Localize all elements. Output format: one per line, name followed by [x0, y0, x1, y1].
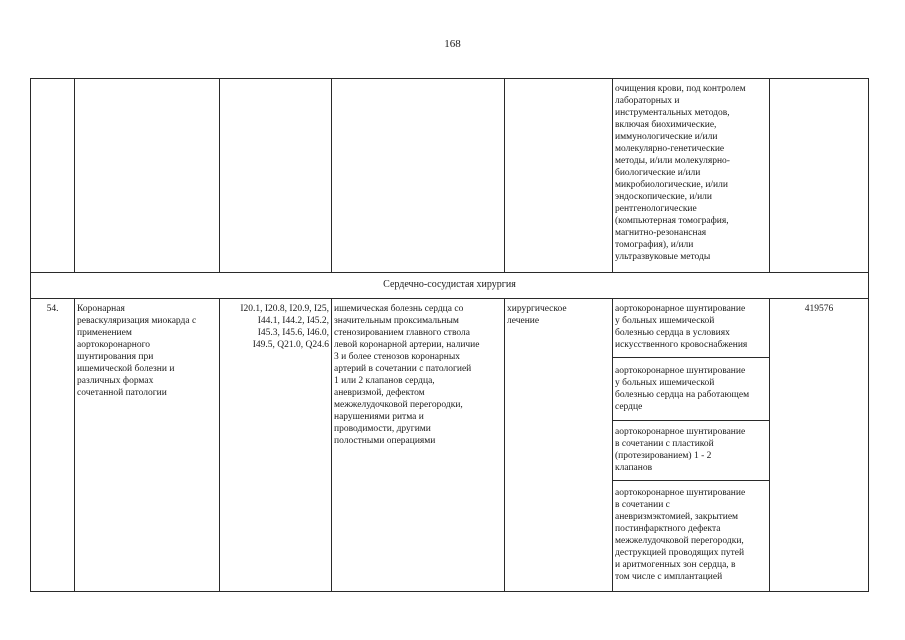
- rule-method-3: [612, 480, 769, 481]
- method-2: аортокоронарное шунтирование у больных ишемической болезнью сердца на работающем сердце: [615, 366, 750, 412]
- rule-method-2: [612, 420, 769, 421]
- method-4: аортокоронарное шунтирование в сочетании с аневризмэктомией, закрытием постинфарктного дефекта межжелудочковой перегородки, деструкцией проводящих путей и аритмогенных зон сердца, в том числе с имплантацией: [615, 488, 746, 582]
- procedure-name: Коронарная реваскуляризация миокарда с применением аортокоронарного шунтирования при ишемической болезни и различных формах сочетанной патологии: [77, 304, 197, 398]
- rule-method-1: [612, 357, 769, 358]
- cost-value: 419576: [804, 304, 834, 314]
- rule-col-7-bottom: [868, 298, 869, 592]
- treatment-type: хирургическое лечение: [507, 304, 567, 326]
- rule-section-top: [30, 272, 869, 273]
- rule-col-3-top: [331, 78, 332, 273]
- row-number: 54.: [46, 304, 59, 314]
- page-number: 168: [444, 38, 461, 50]
- rule-col-4-top: [504, 78, 505, 273]
- rule-col-1-top: [74, 78, 75, 273]
- rule-table-top: [30, 78, 869, 79]
- rule-col-2-bottom: [219, 298, 220, 592]
- section-title: Сердечно-сосудистая хирургия: [383, 279, 516, 290]
- rule-section-right: [868, 272, 869, 299]
- continued-methods-cell: очищения крови, под контролем лабораторных и инструментальных методов, включая биохимические, иммунологические и/или молекулярно-генетические методы, и/или молекулярно- биологические и/или микробиологические, и/или эндоскопические, и/или рентгенологические (компьютерная томография, магнитно-резонансная томография), и/или ультразвуковые методы: [615, 84, 746, 262]
- rule-col-1-bottom: [74, 298, 75, 592]
- method-1: аортокоронарное шунтирование у больных ишемической болезнью сердца в условиях искусственного кровоснабжения: [615, 304, 748, 350]
- rule-col-0-top: [30, 78, 31, 273]
- rule-col-4-bottom: [504, 298, 505, 592]
- condition-description: ишемическая болезнь сердца со значительным проксимальным стенозированием главного ствола левой коронарной артерии, наличие 3 и более стенозов коронарных артерий в сочетании с патологией 1 или 2 клапанов сердца, аневризмой, дефектом межжелудочковой перегородки, нарушениями ритма и проводимости, другими полостными операциями: [334, 304, 480, 446]
- rule-section-bottom: [30, 298, 869, 299]
- rule-col-6-bottom: [769, 298, 770, 592]
- rule-col-6-top: [769, 78, 770, 273]
- rule-col-2-top: [219, 78, 220, 273]
- rule-col-3-bottom: [331, 298, 332, 592]
- method-3: аортокоронарное шунтирование в сочетании с пластикой (протезированием) 1 - 2 клапанов: [615, 427, 746, 473]
- rule-table-bottom: [30, 591, 869, 592]
- rule-col-5-bottom: [612, 298, 613, 592]
- rule-col-5-top: [612, 78, 613, 273]
- diagnosis-codes: I20.1, I20.8, I20.9, I25, I44.1, I44.2, I45.2, I45.3, I45.6, I46.0, I49.5, Q21.0, Q24.6: [240, 304, 329, 350]
- rule-col-0-bottom: [30, 298, 31, 592]
- rule-col-7-top: [868, 78, 869, 273]
